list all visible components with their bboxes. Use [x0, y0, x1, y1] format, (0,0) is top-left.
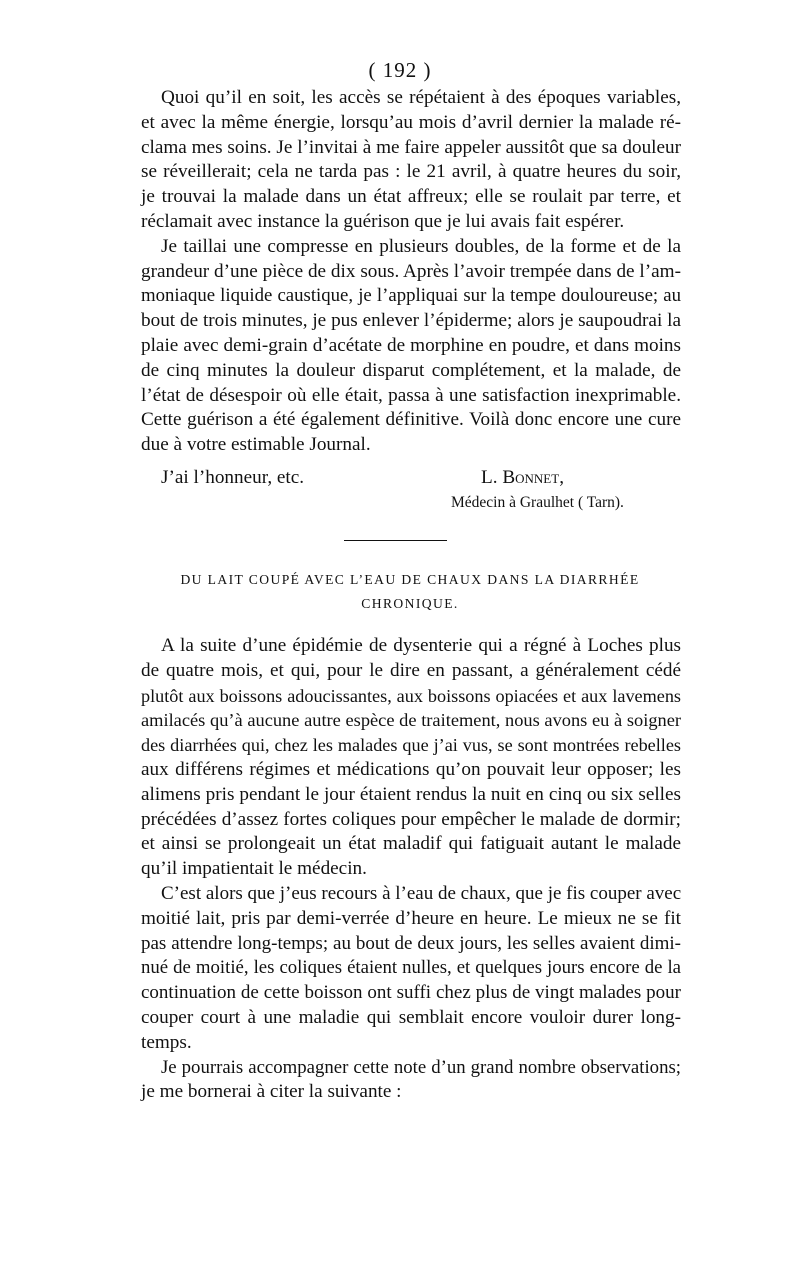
text-line: plaie avec demi-grain d’acétate de morphine en poudre, et dans moins: [141, 334, 681, 356]
text-line: pas attendre long-temps; au bout de deux jours, les selles avaient dimi-: [141, 932, 681, 954]
text-line: A la suite d’une épidémie de dysenterie qui a régné à Loches plus: [161, 635, 681, 656]
text-line: continuation de cette boisson ont suffi chez plus de vingt malades pour: [141, 982, 681, 1004]
text-line: Je pourrais accompagner cette note d’un grand nombre observations;: [161, 1056, 681, 1078]
bottom-paragraph-1: [141, 634, 681, 882]
signature-name-suffix: ,: [559, 467, 564, 488]
text-line: qu’il impatientait le médecin.: [141, 858, 367, 880]
text-line: des diarrhées qui, chez les malades que j’ai vus, se sont montrées rebelles: [141, 735, 681, 756]
signature-name-smallcaps: Bonnet: [502, 467, 560, 488]
bottom-text-block: [141, 634, 681, 1105]
text-line: plutôt aux boissons adoucissantes, aux boissons opiacées et aux lavemens: [141, 685, 681, 706]
text-line: et ainsi se prolongeait un état maladif qui fatiguait autant le malade: [141, 833, 681, 855]
text-line: je trouvai la malade dans un état affreux; elle se roulait par terre, et: [141, 186, 681, 208]
section-title: [120, 568, 700, 616]
text-line: bout de trois minutes, je pus enlever l’épiderme; alors je saupoudrai la: [141, 310, 681, 332]
text-line: aux différens régimes et médications qu’on pouvait leur opposer; les: [141, 758, 681, 780]
section-divider: [344, 540, 447, 541]
signature-place: Médecin à Graulhet ( Tarn).: [451, 494, 624, 511]
text-line: et avec la même énergie, lorsqu’au mois d’avril dernier la malade ré-: [141, 111, 681, 133]
page-number: ( 192 ): [368, 58, 432, 82]
text-line: je me bornerai à citer la suivante :: [141, 1081, 402, 1103]
text-line: C’est alors que j’eus recours à l’eau de chaux, que je fis couper avec: [161, 882, 682, 904]
signature-name-prefix: L.: [481, 467, 503, 488]
section-title-line-2: CHRONIQUE.: [361, 596, 459, 611]
text-line: temps.: [141, 1031, 192, 1053]
text-line: alimens pris pendant le jour étaient rendus la nuit en cinq ou six selles: [141, 783, 681, 805]
bottom-paragraph-3: [141, 1056, 681, 1106]
text-line: amilacés qu’à aucune autre espèce de traitement, nous avons eu à soigner: [141, 710, 681, 731]
bottom-paragraph-2: [141, 882, 681, 1056]
text-line: Cette guérison a été également définitive. Voilà donc encore une cure: [141, 409, 681, 431]
text-line: moniaque liquide caustique, je l’appliquai sur la tempe douloureuse; au: [141, 285, 681, 307]
text-line: due à votre estimable Journal.: [141, 434, 371, 456]
section-title-line-1: DU LAIT COUPÉ AVEC L’EAU DE CHAUX DANS LA DIARRHÉE: [180, 572, 640, 587]
signature-closing: J’ai l’honneur, etc.: [161, 467, 305, 488]
text-line: de cinq minutes la douleur disparut complétement, et la malade, de: [141, 359, 681, 381]
signature-name: [481, 467, 564, 489]
text-line: précédées d’assez fortes coliques pour empêcher le malade de dormir;: [141, 808, 681, 830]
text-line: Je taillai une compresse en plusieurs doubles, de la forme et de la: [161, 235, 681, 257]
top-paragraph-2: [141, 235, 681, 458]
text-line: grandeur d’une pièce de dix sous. Après l’avoir trempée dans de l’am-: [141, 260, 681, 282]
text-line: couper court à une maladie qui semblait encore vouloir durer long-: [141, 1006, 681, 1028]
text-line: se réveillerait; cela ne tarda pas : le 21 avril, à quatre heures du soir,: [141, 161, 681, 183]
text-line: nué de moitié, les coliques étaient nulles, et quelques jours encore de la: [141, 957, 681, 979]
text-line: réclamait avec instance la guérison que je lui avais fait espérer.: [141, 210, 625, 232]
top-paragraph-1: [141, 86, 681, 235]
text-line: l’état de désespoir où elle était, passa à une satisfaction inexprimable.: [141, 384, 681, 406]
text-line: Quoi qu’il en soit, les accès se répétaient à des époques variables,: [161, 87, 681, 108]
text-line: clama mes soins. Je l’invitai à me faire appeler aussitôt que sa douleur: [141, 136, 681, 158]
top-text-block: [141, 86, 681, 458]
text-line: moitié lait, pris par demi-verrée d’heure en heure. Le mieux ne se fit: [141, 907, 681, 929]
text-line: de quatre mois, et qui, pour le dire en passant, a généralement cédé: [141, 659, 681, 681]
